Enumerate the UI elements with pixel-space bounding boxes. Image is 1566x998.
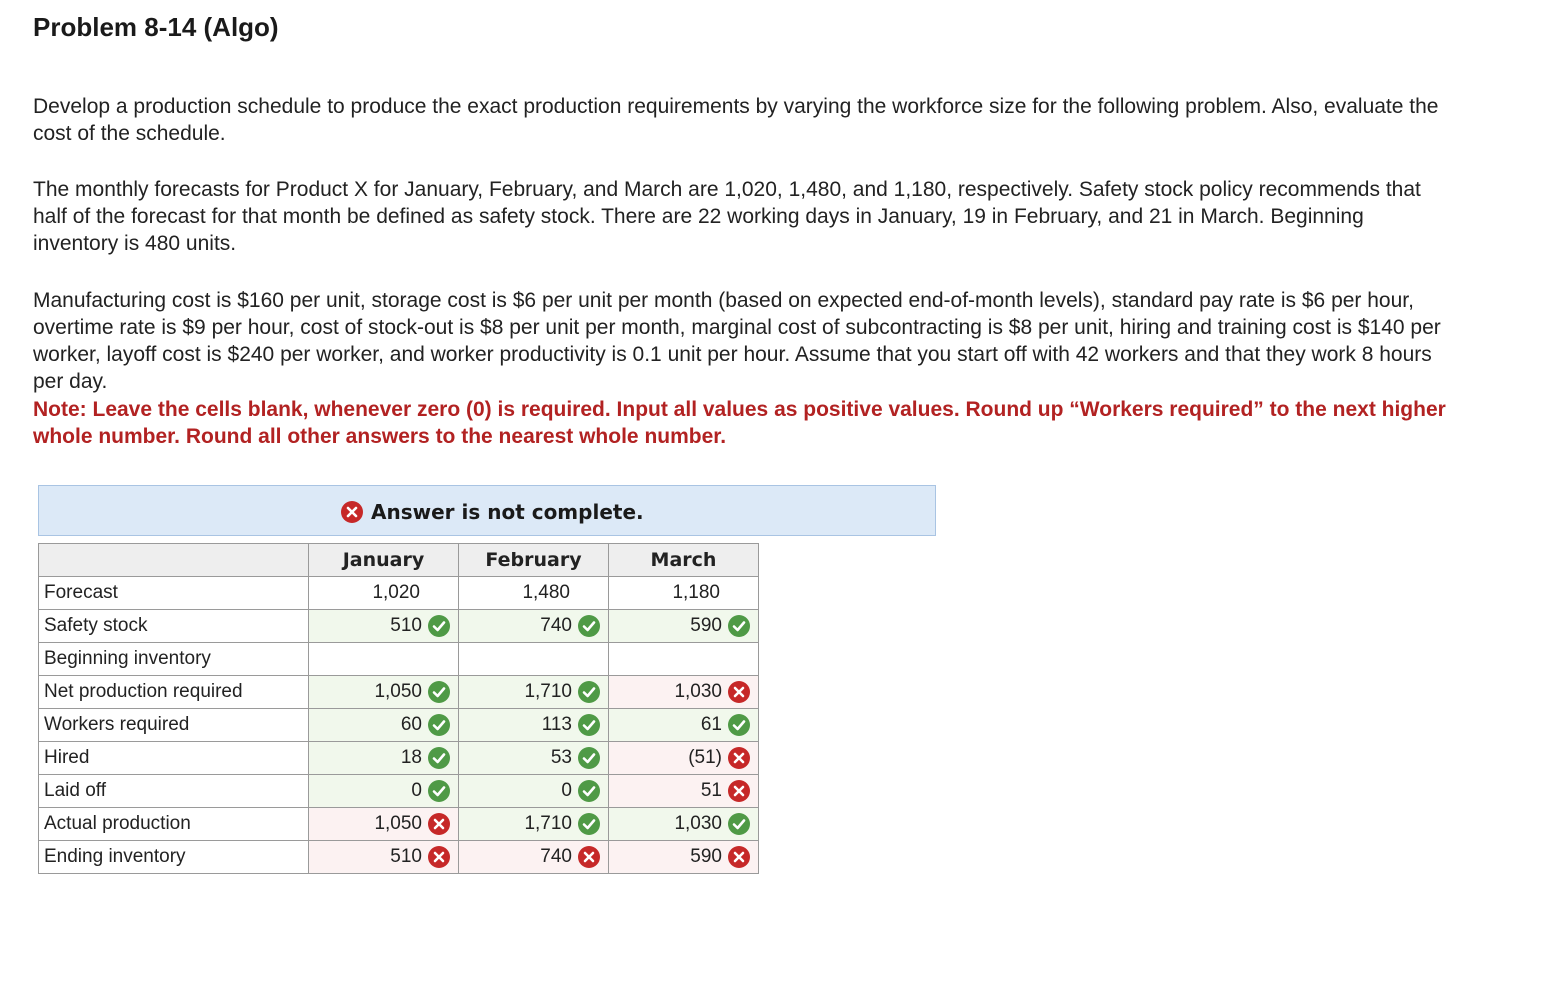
production-schedule-table	[38, 543, 759, 874]
header-corner	[39, 544, 309, 577]
answer-cell[interactable]	[309, 610, 459, 643]
cell-value: 1,180	[672, 582, 720, 603]
cell-value: 0	[411, 780, 422, 801]
row-label: Hired	[39, 742, 309, 775]
x-circle-icon	[428, 846, 450, 868]
cell-value: 740	[540, 615, 572, 636]
answer-cell[interactable]	[609, 742, 759, 775]
table-row	[39, 643, 759, 676]
row-label: Beginning inventory	[39, 643, 309, 676]
table-row	[39, 610, 759, 643]
cell-value: 18	[400, 747, 422, 768]
row-label: Safety stock	[39, 610, 309, 643]
cell-content	[701, 780, 750, 802]
instruction-note: Note: Leave the cells blank, whenever zero (0) is required. Input all values as positive values. Round up “Workers required” to the next higher whole number. Round all other answers to the nearest whole number.	[33, 398, 1446, 448]
cell-content	[690, 615, 750, 637]
x-circle-icon	[728, 846, 750, 868]
table-row	[39, 742, 759, 775]
answer-cell[interactable]	[609, 610, 759, 643]
table-row	[39, 775, 759, 808]
cell-content	[390, 846, 450, 868]
cell-content	[674, 813, 750, 835]
answer-cell[interactable]	[309, 676, 459, 709]
problem-paragraph-forecast: The monthly forecasts for Product X for January, February, and March are 1,020, 1,480, and 1,180, respectively. Safety stock policy recommends that half of the forecast for that month be defined as safety stock. There are 22 working days in January, 19 in February, and 21 in March. Beginning inventory is 480 units.	[33, 178, 1421, 255]
cell-value: 590	[690, 615, 722, 636]
check-circle-icon	[428, 714, 450, 736]
answer-cell[interactable]	[609, 643, 759, 676]
problem-title: Problem 8-14 (Algo)	[33, 12, 279, 42]
answer-cell[interactable]	[309, 775, 459, 808]
cell-value: 1,050	[374, 681, 422, 702]
cell-value: 1,030	[674, 681, 722, 702]
table-row	[39, 841, 759, 874]
cell-value: 1,020	[372, 582, 420, 603]
row-label: Laid off	[39, 775, 309, 808]
cell-content	[522, 582, 570, 604]
column-header-february: February	[459, 544, 609, 577]
cell-value: 510	[390, 615, 422, 636]
cell-value: 1,480	[522, 582, 570, 603]
cell-value: 0	[561, 780, 572, 801]
check-circle-icon	[428, 747, 450, 769]
answer-cell[interactable]	[459, 742, 609, 775]
cell-content	[374, 813, 450, 835]
cell-value: 740	[540, 846, 572, 867]
table-row	[39, 808, 759, 841]
cell-content	[672, 582, 720, 604]
cell-content	[561, 780, 600, 802]
cell-content	[390, 615, 450, 637]
cell-content	[374, 681, 450, 703]
cell-value: 51	[700, 780, 722, 801]
answer-cell[interactable]	[609, 775, 759, 808]
cell-value: 1,030	[674, 813, 722, 834]
answer-cell	[609, 577, 759, 610]
row-label: Actual production	[39, 808, 309, 841]
cell-value: 61	[700, 714, 722, 735]
cell-value: 113	[541, 714, 572, 735]
check-circle-icon	[728, 813, 750, 835]
table-header-row	[39, 544, 759, 577]
answer-cell[interactable]	[609, 841, 759, 874]
cell-content	[701, 714, 750, 736]
answer-cell[interactable]	[459, 709, 609, 742]
problem-paragraph-intro: Develop a production schedule to produce the exact production requirements by varying the workforce size for the following problem. Also, evaluate the cost of the schedule.	[33, 95, 1439, 145]
answer-cell[interactable]	[459, 610, 609, 643]
table-row	[39, 577, 759, 610]
answer-status-banner	[38, 485, 936, 536]
table-row	[39, 676, 759, 709]
answer-cell[interactable]	[609, 676, 759, 709]
cell-value: 510	[390, 846, 422, 867]
row-label: Net production required	[39, 676, 309, 709]
x-circle-icon	[728, 681, 750, 703]
column-header-march: March	[609, 544, 759, 577]
cell-value: (51)	[688, 747, 722, 768]
x-circle-icon	[341, 501, 363, 523]
answer-cell[interactable]	[309, 808, 459, 841]
row-label: Workers required	[39, 709, 309, 742]
answer-cell[interactable]	[609, 709, 759, 742]
cell-content	[411, 780, 450, 802]
answer-cell[interactable]	[459, 775, 609, 808]
cell-value: 590	[690, 846, 722, 867]
x-circle-icon	[728, 780, 750, 802]
cell-value: 1,710	[524, 681, 572, 702]
answer-cell	[459, 577, 609, 610]
check-circle-icon	[578, 681, 600, 703]
cell-value: 60	[400, 714, 422, 735]
check-circle-icon	[428, 681, 450, 703]
cell-content	[688, 747, 750, 769]
answer-cell[interactable]	[459, 676, 609, 709]
answer-cell[interactable]	[309, 841, 459, 874]
cell-value: 1,710	[524, 813, 572, 834]
answer-cell[interactable]	[309, 643, 459, 676]
answer-cell	[309, 577, 459, 610]
check-circle-icon	[578, 780, 600, 802]
x-circle-icon	[428, 813, 450, 835]
cell-content	[401, 714, 450, 736]
answer-cell[interactable]	[309, 742, 459, 775]
check-circle-icon	[428, 615, 450, 637]
cell-content	[524, 813, 600, 835]
x-circle-icon	[728, 747, 750, 769]
row-label: Ending inventory	[39, 841, 309, 874]
cell-content	[551, 747, 600, 769]
check-circle-icon	[578, 615, 600, 637]
x-circle-icon	[578, 846, 600, 868]
cell-content	[524, 681, 600, 703]
cell-content	[540, 615, 600, 637]
cell-content	[401, 747, 450, 769]
cell-content	[674, 681, 750, 703]
cell-content	[540, 846, 600, 868]
cell-value: 1,050	[374, 813, 422, 834]
check-circle-icon	[728, 714, 750, 736]
answer-cell[interactable]	[459, 643, 609, 676]
cell-value: 53	[550, 747, 572, 768]
answer-cell[interactable]	[459, 841, 609, 874]
row-label: Forecast	[39, 577, 309, 610]
cell-content	[690, 846, 750, 868]
cell-content	[542, 714, 600, 736]
answer-cell[interactable]	[459, 808, 609, 841]
answer-status-text: Answer is not complete.	[371, 500, 644, 524]
table-row	[39, 709, 759, 742]
cell-content	[372, 582, 420, 604]
check-circle-icon	[428, 780, 450, 802]
column-header-january: January	[309, 544, 459, 577]
check-circle-icon	[578, 747, 600, 769]
check-circle-icon	[578, 813, 600, 835]
answer-cell[interactable]	[309, 709, 459, 742]
check-circle-icon	[578, 714, 600, 736]
problem-paragraph-costs: Manufacturing cost is $160 per unit, storage cost is $6 per unit per month (based on expected end-of-month levels), standard pay rate is $6 per hour, overtime rate is $9 per hour, cost of stock-out is $8 per unit per month, marginal cost of subcontracting is $8 per unit, hiring and training cost is $140 per worker, layoff cost is $240 per worker, and worker productivity is 0.1 unit per hour. Assume that you start off with 42 workers and that they work 8 hours per day.	[33, 289, 1441, 393]
answer-cell[interactable]	[609, 808, 759, 841]
check-circle-icon	[728, 615, 750, 637]
